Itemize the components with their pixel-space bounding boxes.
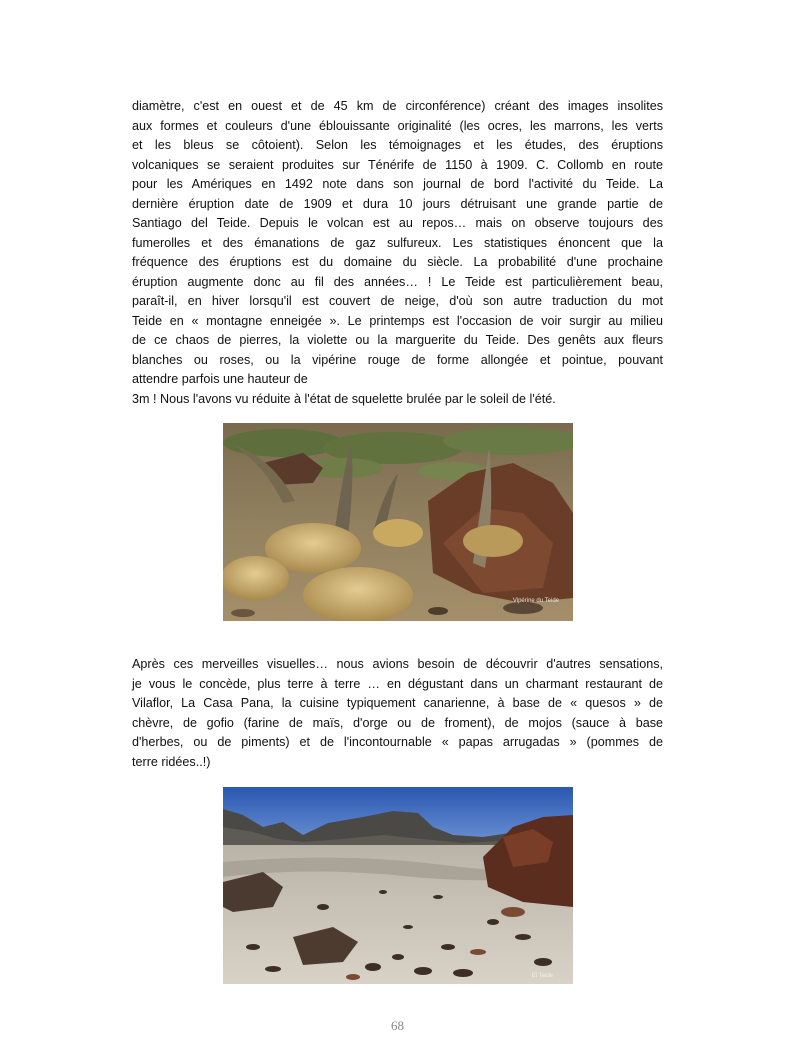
text-line: de ce chaos de pierres, la violette ou la marguerite du Teide. Des genêts aux fleurs	[132, 333, 663, 347]
text-line: diamètre, c'est en ouest et de 45 km de circonférence) créant des images insolites	[132, 99, 663, 113]
text-line: je vous le concède, plus terre à terre … en dégustant dans un charmant restaurant de	[132, 676, 663, 691]
text-line: volcaniques se seraient produites sur Ténérife de 1150 à 1909. C. Collomb en route	[132, 157, 663, 172]
text-line: d'herbes, ou de piments) et de l'incontournable « papas arrugadas » (pommes de	[132, 735, 663, 749]
shrub-landscape-image	[223, 423, 573, 621]
text-line: 3m ! Nous l'avons vu réduite à l'état de squelette brulée par le soleil de l'été.	[132, 391, 556, 406]
text-line: attendre parfois une hauteur de	[132, 372, 308, 386]
photo-teide-landscape	[223, 787, 573, 984]
text-line: terre ridées..!)	[132, 754, 211, 769]
page-number: 68	[391, 1018, 404, 1033]
photo-viperine-shrubs	[223, 423, 573, 621]
text-line: Santiago del Teide. Depuis le volcan est au repos… mais on observe toujours des	[132, 216, 663, 230]
photo-caption: Vipérine du Teide	[512, 598, 559, 604]
text-line: aux formes et couleurs d'une éblouissante originalité (les ocres, les marrons, les verts	[132, 118, 663, 133]
text-line: fréquence des éruptions est du domaine du siècle. La probabilité d'une prochaine	[132, 255, 663, 269]
text-line: dernière éruption date de 1909 et dura 10 jours détruisant une grande partie de	[132, 196, 663, 211]
text-line: pour les Amériques en 1492 note dans son journal de bord l'activité du Teide. La	[132, 177, 663, 191]
text-line: blanches ou roses, ou la vipérine rouge de forme allongée et pointue, pouvant	[132, 352, 663, 367]
text-line: Vilaflor, La Casa Pana, la cuisine typiquement canarienne, à base de « quesos » de	[132, 696, 663, 710]
photo-caption: El Teide	[531, 973, 553, 979]
text-line: Teide en « montagne enneigée ». Le printemps est l'occasion de voir surgir au milieu	[132, 313, 663, 328]
paragraph-canarian-cuisine	[132, 655, 663, 772]
volcanic-desert-image	[223, 787, 573, 984]
text-line: éruption augmente donc au fil des années… ! Le Teide est particulièrement beau,	[132, 274, 663, 289]
paragraph-teide-history	[132, 97, 663, 409]
text-line: Après ces merveilles visuelles… nous avions besoin de découvrir d'autres sensations,	[132, 657, 663, 671]
text-line: chèvre, de gofio (farine de maïs, d'orge ou de froment), de mojos (sauce à base	[132, 715, 663, 730]
text-line: fumerolles et des émanations de gaz sulfureux. Les statistiques énoncent que la	[132, 235, 663, 250]
text-line: et les bleus se côtoient). Selon les témoignages et les études, des éruptions	[132, 138, 663, 152]
text-line: paraît-il, en hiver lorsqu'il est couvert de neige, d'où son autre traduction du mot	[132, 294, 663, 308]
